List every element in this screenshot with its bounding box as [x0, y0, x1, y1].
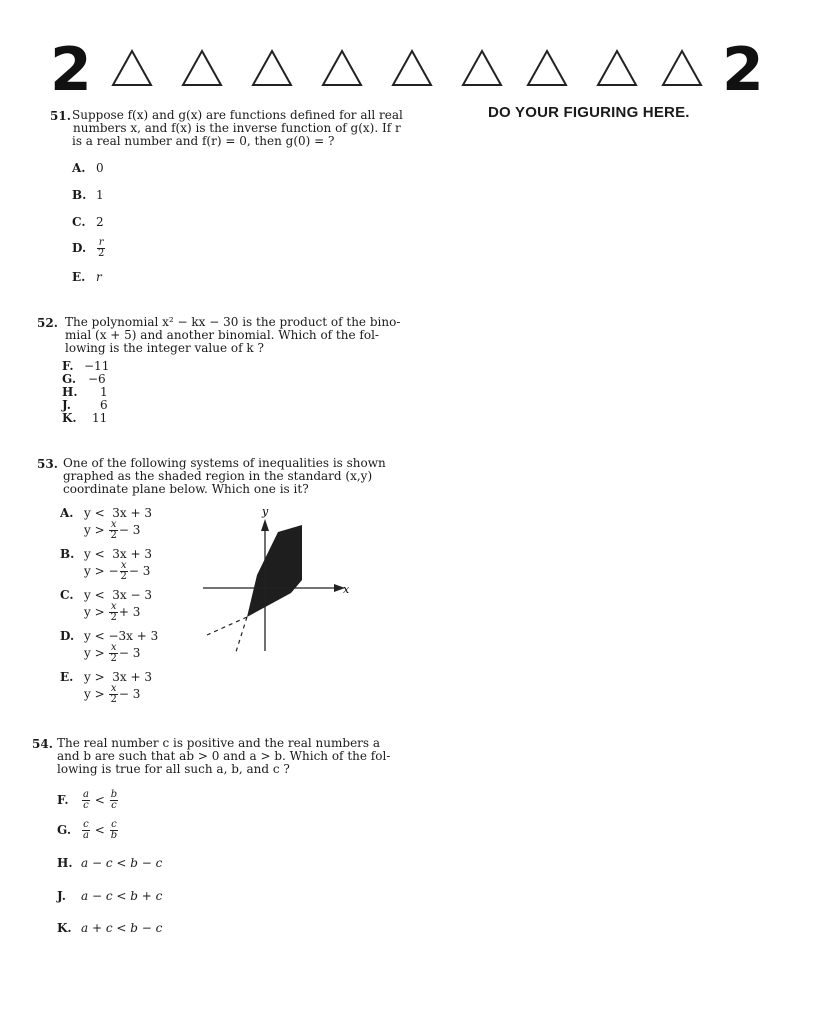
- answer-option[interactable]: A. 0: [72, 161, 104, 175]
- shaded-region: [247, 525, 302, 617]
- answer-option[interactable]: G. $\frac{c}{a}$ < $\frac{c}{b}$: [57, 819, 118, 841]
- figuring-label: DO YOUR FIGURING HERE.: [488, 104, 690, 121]
- answer-option[interactable]: G. −6: [62, 372, 106, 386]
- question-54-text: The real number c is positive and the real numbers a and b are such that ab > 0 and a > b. Which of the fol- lowing is true for all such a, b, and c ?: [57, 736, 391, 776]
- question-52-text: The polynomial x² − kx − 30 is the product of the bino- mial (x + 5) and another binomial. Which of the fol- lowing is the integer value of k ?: [65, 315, 401, 355]
- question-53-number: 53.: [37, 457, 58, 471]
- question-52-options: [62, 360, 109, 425]
- answer-option[interactable]: K. a + c < b − c: [57, 921, 163, 935]
- boundary-dashed-line: [235, 617, 247, 655]
- triangle-icon: [180, 48, 224, 88]
- answer-option[interactable]: E. y > 3x + 3 y > $\frac{x}{2}$ − 3: [60, 670, 152, 705]
- triangle-icon: [660, 48, 704, 88]
- question-51-text: Suppose f(x) and g(x) are functions defined for all real numbers x, and f(x) is the inverse function of g(x). If r is a real number and f(r) = 0, then g(0) = ?: [72, 108, 403, 148]
- y-axis-arrow-icon: [261, 519, 269, 531]
- answer-option[interactable]: A. y < 3x + 3 y > $\frac{x}{2}$ − 3: [60, 506, 152, 541]
- boundary-dashed-line: [207, 617, 247, 635]
- question-53-text: One of the following systems of inequalities is shown graphed as the shaded region in the standard (x,y) coordinate plane below. Which one is it?: [63, 456, 386, 496]
- answer-option[interactable]: J. 6: [62, 398, 108, 412]
- answer-option[interactable]: E. r: [72, 270, 102, 284]
- y-axis-label: y: [262, 505, 269, 518]
- x-axis-label: x: [343, 583, 350, 596]
- question-51-number: 51.: [50, 109, 71, 123]
- question-53-options: [60, 507, 158, 712]
- answer-option[interactable]: H. 1: [62, 385, 108, 399]
- answer-option[interactable]: B. y < 3x + 3 y > − $\frac{x}{2}$ − 3: [60, 547, 152, 582]
- inequality-graph: [195, 505, 360, 660]
- page-number-right: 2: [722, 35, 764, 105]
- answer-option[interactable]: F. −11: [62, 359, 110, 373]
- answer-option[interactable]: F. $\frac{a}{c}$ < $\frac{b}{c}$: [57, 789, 118, 811]
- answer-option[interactable]: D. y < −3x + 3 y > $\frac{x}{2}$ − 3: [60, 629, 159, 664]
- question-54-number: 54.: [32, 737, 53, 751]
- triangle-icon: [595, 48, 639, 88]
- triangle-icon: [110, 48, 154, 88]
- triangle-icon: [320, 48, 364, 88]
- answer-option[interactable]: K. 11: [62, 411, 108, 425]
- answer-option[interactable]: C. 2: [72, 215, 104, 229]
- page-number-left: 2: [50, 35, 92, 105]
- answer-option[interactable]: H. a − c < b − c: [57, 856, 163, 870]
- triangle-icon: [460, 48, 504, 88]
- answer-option[interactable]: J. a − c < b + c: [57, 889, 163, 903]
- answer-option[interactable]: D. $\frac{r}{2}$: [72, 237, 105, 259]
- triangle-icon: [250, 48, 294, 88]
- answer-option[interactable]: C. y < 3x − 3 y > $\frac{x}{2}$ + 3: [60, 588, 152, 623]
- answer-option[interactable]: B. 1: [72, 188, 104, 202]
- question-52-number: 52.: [37, 316, 58, 330]
- triangle-icon: [525, 48, 569, 88]
- triangle-icon: [390, 48, 434, 88]
